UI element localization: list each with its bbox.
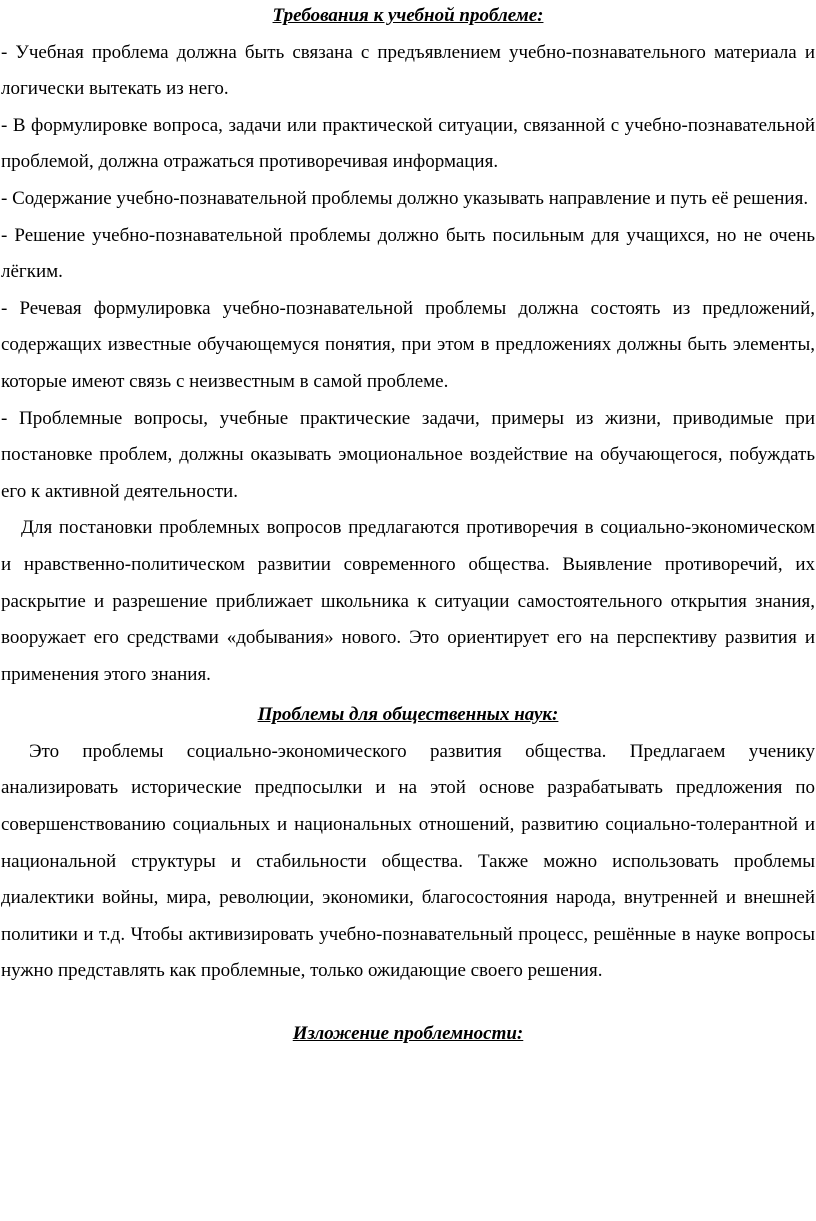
paragraph-social-problems: Это проблемы социально-экономического развития общества. Предлагаем ученику анализировать исторические предпосылки и на этой основе разрабатывать предложения по совершенствованию социальных и национальных отношений, развитию социально-толерантной и национальной структуры и стабильности общества. Также можно использовать проблемы диалектики войны, мира, революции, экономики, благосостояния народа, внутренней и внешней политики и т.д. Чтобы активизировать учебно-познавательный процесс, решённые в науке вопросы нужно представлять как проблемные, только ожидающие своего решения. bbox=[1, 740, 815, 982]
requirement-item-6: - Проблемные вопросы, учебные практические задачи, примеры из жизни, приводимые при постановке проблем, должны оказывать эмоциональное воздействие на обучающегося, побуждать его к активной деятельности. bbox=[1, 407, 815, 502]
requirement-item-5: - Речевая формулировка учебно-познавательной проблемы должна состоять из предложений, содержащих известные обучающемуся понятия, при этом в предложениях должны быть элементы, которые имеют связь с неизвестным в самой проблеме. bbox=[1, 297, 815, 392]
requirement-item-2: - В формулировке вопроса, задачи или практической ситуации, связанной с учебно-познавательной проблемой, должна отражаться противоречивая информация. bbox=[1, 114, 815, 173]
section-heading-requirements: Требования к учебной проблеме: bbox=[272, 5, 544, 26]
section-heading-presentation: Изложение проблемности: bbox=[292, 1023, 524, 1045]
section-heading-social-sciences: Проблемы для общественных наук: bbox=[257, 704, 559, 726]
requirement-item-4: - Решение учебно-познавательной проблемы должно быть посильным для учащихся, но не очень лёгким. bbox=[1, 224, 815, 283]
requirement-item-3: - Содержание учебно-познавательной проблемы должно указывать направление и путь её решения. bbox=[1, 187, 809, 209]
requirement-item-1: - Учебная проблема должна быть связана с предъявлением учебно-познавательного материала и логически вытекать из него. bbox=[1, 41, 815, 100]
paragraph-contradictions: Для постановки проблемных вопросов предлагаются противоречия в социально-экономическом и нравственно-политическом развитии современного общества. Выявление противоречий, их раскрытие и разрешение приближает школьника к ситуации самостоятельного открытия знания, вооружает его средствами «добывания» нового. Это ориентирует его на перспективу развития и применения этого знания. bbox=[1, 517, 815, 685]
